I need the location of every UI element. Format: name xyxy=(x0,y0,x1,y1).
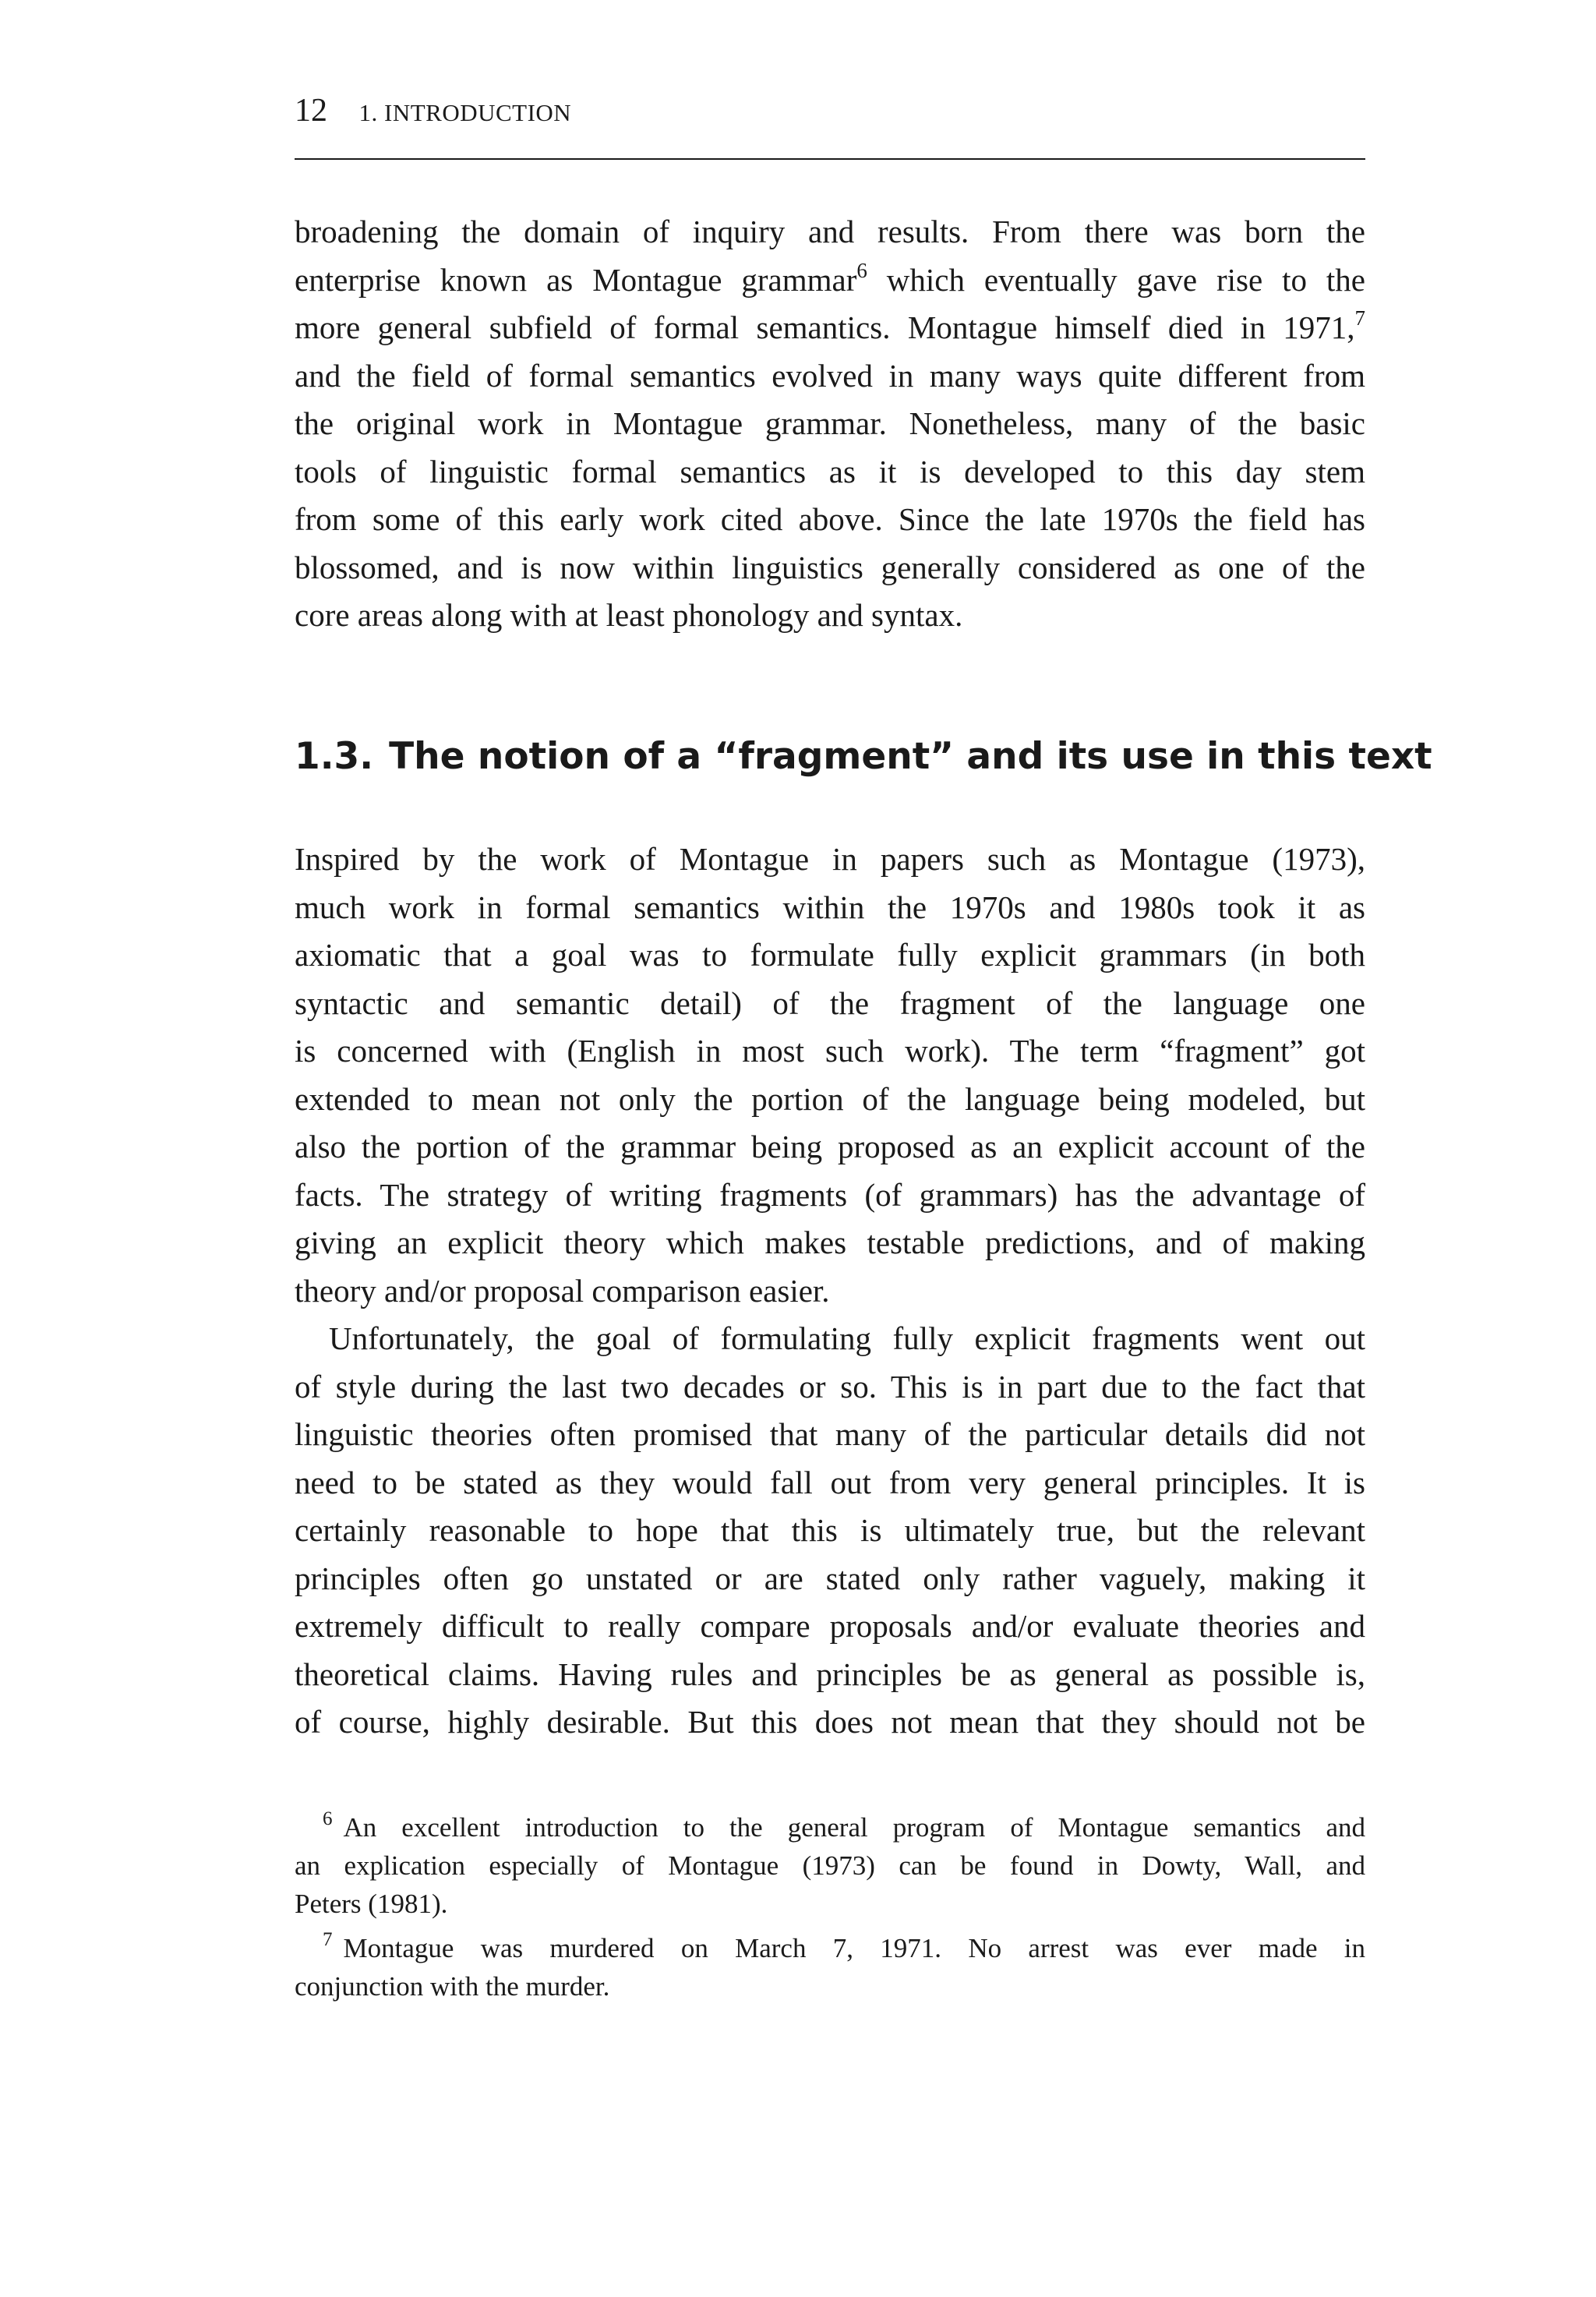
text-line: broadening the domain of inquiry and results. From there was born the xyxy=(295,214,1365,249)
text-line: giving an explicit theory which makes testable predictions, and of making xyxy=(295,1224,1365,1260)
section-number: 1.3. xyxy=(295,735,374,778)
text-line: axiomatic that a goal was to formulate fully explicit grammars (in both xyxy=(295,937,1365,973)
text-line: Unfortunately, the goal of formulating fully explicit fragments went out xyxy=(329,1320,1365,1356)
footnote-6 xyxy=(295,1808,1365,1923)
text-line: is concerned with (English in most such work). The term “fragment” got xyxy=(295,1033,1365,1069)
text-line: linguistic theories often promised that many of the particular details did not xyxy=(295,1416,1365,1452)
text-line: Inspired by the work of Montague in papers such as Montague (1973), xyxy=(295,841,1365,877)
footnote-line: $^7$ Montague was murdered on March 7, 1971. No arrest was ever made in xyxy=(323,1929,1365,1963)
text-line: much work in formal semantics within the 1970s and 1980s took it as xyxy=(295,889,1365,925)
text-line: certainly reasonable to hope that this is ultimately true, but the relevant xyxy=(295,1512,1365,1548)
footnotes xyxy=(295,1808,1365,2012)
text-line: from some of this early work cited above. Since the late 1970s the field has xyxy=(295,501,1365,537)
text-line: extremely difficult to really compare proposals and/or evaluate theories and xyxy=(295,1608,1365,1644)
text-line: the original work in Montague grammar. Nonetheless, many of the basic xyxy=(295,405,1365,441)
text-line: blossomed, and is now within linguistics generally considered as one of the xyxy=(295,549,1365,585)
text-line: tools of linguistic formal semantics as it is developed to this day stem xyxy=(295,453,1365,489)
footnote-marker: 7 xyxy=(323,1929,333,1951)
text-line: theory and/or proposal comparison easier. xyxy=(295,1272,830,1309)
text-line: more general subfield of formal semantics. Montague himself died in 1971,$^7$ xyxy=(295,306,1365,345)
text-line: core areas along with at least phonology and syntax. xyxy=(295,597,963,633)
text-line: facts. The strategy of writing fragments (of grammars) has the advantage of xyxy=(295,1176,1365,1213)
footnote-line: conjunction with the murder. xyxy=(295,1971,610,2002)
footnote-marker: 6 xyxy=(323,1808,333,1830)
text-line: theoretical claims. Having rules and principles be as general as possible is, xyxy=(295,1656,1365,1692)
text-line: enterprise known as Montague grammar$^6$ which eventually gave rise to the xyxy=(295,258,1365,298)
footnote-line: $^6$ An excellent introduction to the general program of Montague semantics and xyxy=(323,1808,1365,1843)
paragraph-1 xyxy=(295,208,1365,640)
text-line: syntactic and semantic detail) of the fragment of the language one xyxy=(295,984,1365,1021)
text-line: of course, highly desirable. But this does not mean that they should not be xyxy=(295,1704,1365,1740)
header-rule xyxy=(295,158,1365,160)
footnote-line: Peters (1981). xyxy=(295,1889,448,1919)
text-line: also the portion of the grammar being proposed as an explicit account of the xyxy=(295,1129,1365,1164)
section-heading xyxy=(295,730,1432,784)
text-line: need to be stated as they would fall out from very general principles. It is xyxy=(295,1464,1365,1500)
text-line: extended to mean not only the portion of the language being modeled, but xyxy=(295,1080,1365,1117)
footnote-ref-7[interactable]: 7 xyxy=(1354,306,1365,330)
paragraph-3 xyxy=(295,1315,1365,1747)
section-title: The notion of a “fragment” and its use in this text xyxy=(389,735,1432,778)
paragraph-2 xyxy=(295,836,1365,1315)
footnote-ref-6[interactable]: 6 xyxy=(856,258,867,282)
page-number: 12 xyxy=(295,93,327,129)
text-line: principles often go unstated or are stated only rather vaguely, making it xyxy=(295,1560,1365,1596)
footnote-7 xyxy=(295,1929,1365,2005)
footnote-line: an explication especially of Montague (1973) can be found in Dowty, Wall, and xyxy=(295,1850,1365,1881)
running-head xyxy=(295,87,1365,134)
text-line: and the field of formal semantics evolved in many ways quite different from xyxy=(295,357,1365,394)
chapter-title: 1. INTRODUCTION xyxy=(358,99,572,126)
text-line: of style during the last two decades or so. This is in part due to the fact that xyxy=(295,1368,1365,1405)
